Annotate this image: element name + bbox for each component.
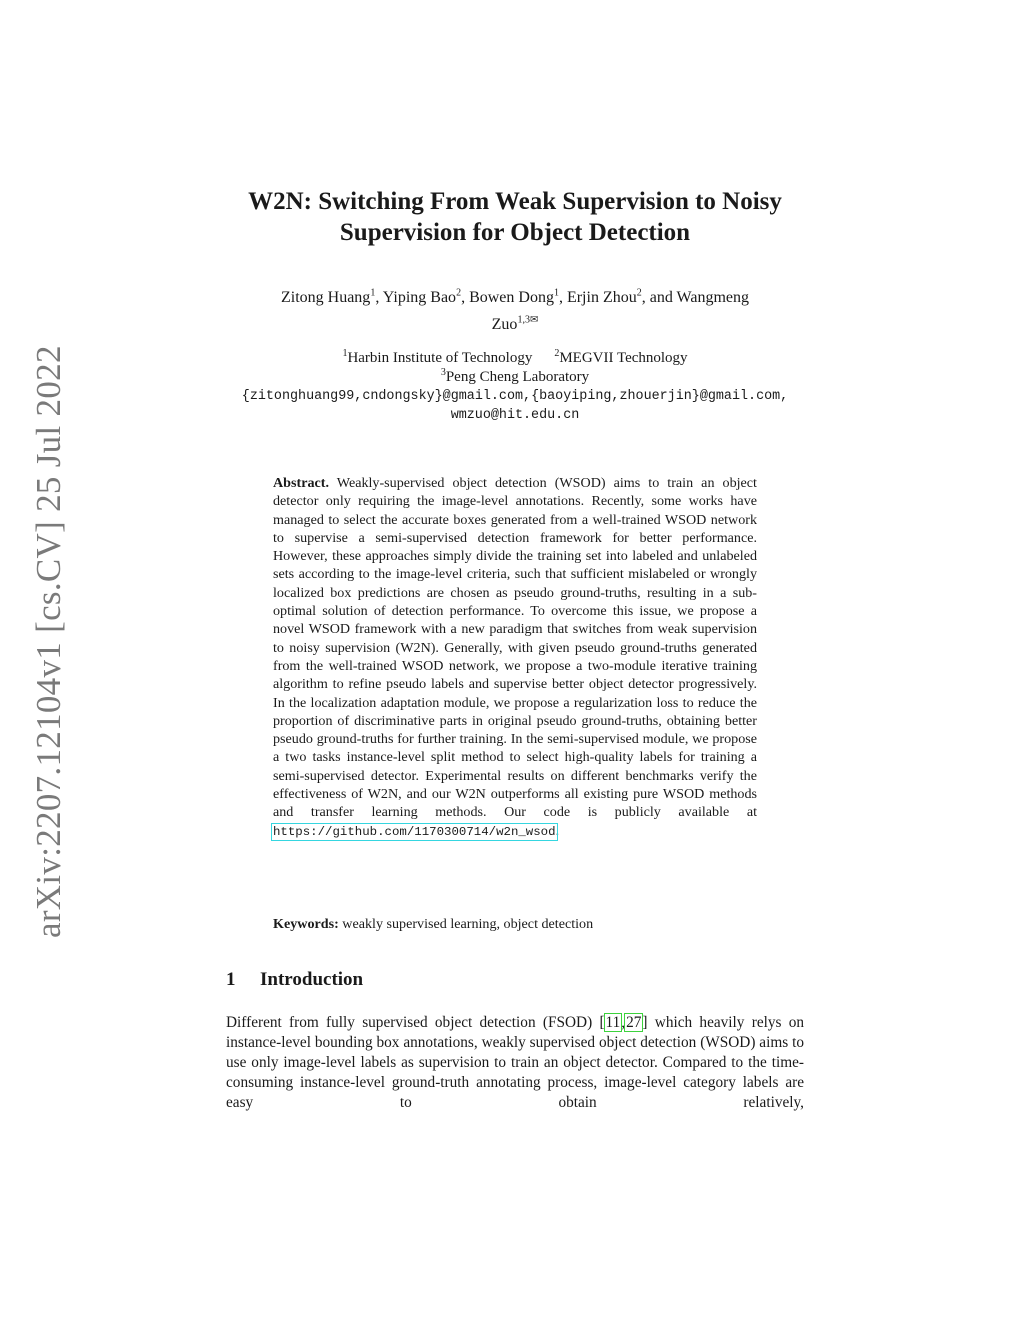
arxiv-identifier-stamp: arXiv:2207.12104v1 [cs.CV] 25 Jul 2022 xyxy=(29,345,68,938)
affiliation-mark: 1 xyxy=(342,348,348,359)
intro-text: Different from fully supervised object detection (FSOD) xyxy=(226,1014,593,1031)
keywords xyxy=(273,915,757,933)
author-name: Erjin Zhou xyxy=(566,289,637,306)
citation-link[interactable]: 27 xyxy=(626,1014,642,1031)
affiliation-name: Harbin Institute of Technology xyxy=(347,350,533,366)
citation-link[interactable]: 11 xyxy=(605,1014,621,1031)
affiliation-line xyxy=(212,349,818,368)
author-name: Zitong Huang xyxy=(280,289,371,306)
section-title: Introduction xyxy=(260,969,364,990)
code-repository-link[interactable]: https://github.com/1170300714/w2n_wsod xyxy=(273,824,556,839)
intro-text: which heavily relys on instance-level bounding box annotations, weakly supervised object detection (WSOD) aims to use only image-level labels as supervision to train an object detector. Compared to the time-consuming instance-level ground-truth annotating process, image-level category labels are easy to obtain relatively, xyxy=(226,1014,805,1111)
affiliation-name: MEGVII Technology xyxy=(559,350,688,366)
author-name: and Wangmeng xyxy=(649,289,749,306)
section-heading-introduction xyxy=(226,968,363,992)
paper-title: W2N: Switching From Weak Supervision to Noisy Supervision for Object Detection xyxy=(248,188,782,246)
abstract-end: . xyxy=(555,822,560,839)
author-name: Bowen Dong xyxy=(469,289,554,306)
citation-separator: , xyxy=(621,1014,626,1031)
keywords-label: Keywords: xyxy=(273,916,339,932)
section-number: 1 xyxy=(226,969,236,990)
author-list: Zitong Huang$^1$, Yiping Bao$^2$, Bowen Dong$^1$, Erjin Zhou$^2$, and Wangmeng Zuo$^{1,3✉}$ xyxy=(280,287,749,333)
author-name: Yiping Bao xyxy=(382,289,457,306)
affiliation-mark: 2 xyxy=(554,348,560,359)
affiliations xyxy=(212,349,818,425)
affiliation-name: Peng Cheng Laboratory xyxy=(445,369,590,385)
author-affiliation-mark: 1 xyxy=(370,287,376,299)
author-affiliation-mark: 2 xyxy=(456,287,462,299)
author-emails: {zitonghuang99,cndongsky}@gmail.com,{baoyiping,zhouerjin}@gmail.com, xyxy=(241,389,789,404)
affiliation-line xyxy=(212,368,818,387)
abstract xyxy=(273,474,757,841)
author-emails: wmzuo@hit.edu.cn xyxy=(450,408,580,423)
abstract-label: Abstract. xyxy=(273,475,329,491)
author-affiliation-mark: 1 xyxy=(553,287,559,299)
keywords-text: weakly supervised learning, object detection xyxy=(342,916,594,932)
affiliation-mark: 3 xyxy=(440,367,446,378)
author-name: Zuo xyxy=(491,316,518,333)
author-affiliation-mark: 1,3✉ xyxy=(517,314,539,326)
introduction-paragraph: Different from fully supervised object detection (FSOD) [11,27] which heavily relys on instance-level bounding box annotations, weakly supervised object detection (WSOD) aims to use only image-level labels as supervision to train an object detector. Compared to the time-consuming instance-level ground-truth annotating process, image-level category labels are easy to obtain relatively, xyxy=(226,1014,805,1111)
author-affiliation-mark: 2 xyxy=(636,287,642,299)
abstract-text: Weakly-supervised object detection (WSOD) aims to train an object detector only requiring the image-level annotations. Recently, some works have managed to select the accurate boxes generated from a well-trained WSOD network to supervise a semi-supervised detection framework for better performance. However, these approaches simply divide the training set into labeled and unlabeled sets according to the image-level criteria, such that sufficient mislabeled or wrongly localized box predictions are chosen as pseudo ground-truths, resulting in a sub-optimal solution of detection performance. To overcome this issue, we propose a novel WSOD framework with a new paradigm that switches from weak supervision to noisy supervision (W2N). Generally, with given pseudo ground-truths generated from the well-trained WSOD network, we propose a two-module iterative training algorithm to refine pseudo labels and supervise better object detector progressively. In the localization adaptation module, we propose a regularization loss to reduce the proportion of discriminative parts in original pseudo ground-truths, obtaining better pseudo ground-truths for further training. In the semi-supervised module, we propose a two tasks instance-level split method to select high-quality labels for training a semi-supervised detector. Experimental results on different benchmarks verify the effectiveness of W2N, and our W2N outperforms all existing pure WSOD methods and transfer learning methods. Our code is publicly available at xyxy=(273,475,757,821)
